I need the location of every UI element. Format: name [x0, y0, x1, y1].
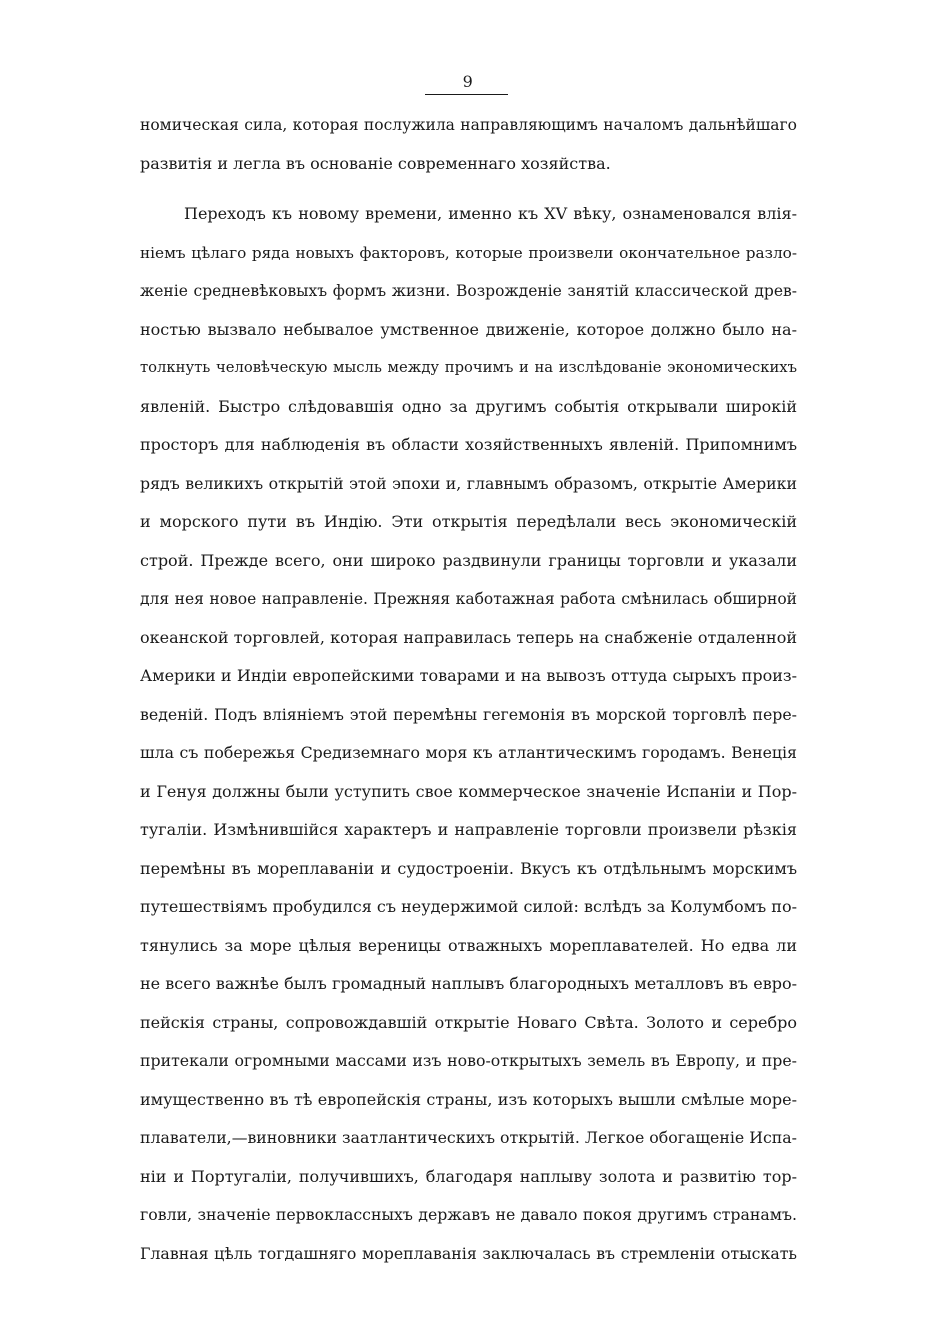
text-line: Америки и Индіи европейскими товарами и на вывозъ оттуда сырыхъ произ-	[140, 666, 797, 685]
text-line: рядъ великихъ открытій этой эпохи и, главнымъ образомъ, открытіе Америки	[140, 473, 797, 493]
text-line: Переходъ къ новому времени, именно къ XV вѣку, ознаменовался влія-	[184, 204, 797, 223]
text-line: шла съ побережья Средиземнаго моря къ атлантическимъ городамъ. Венеція	[140, 743, 797, 762]
text-line: номическая сила, которая послужила направляющимъ началомъ дальнѣйшаго	[140, 116, 797, 134]
paragraph	[140, 106, 797, 183]
text-line: перемѣны въ мореплаваніи и судостроеніи. Вкусъ къ отдѣльнымъ морскимъ	[140, 858, 797, 878]
text-line: просторъ для наблюденія въ области хозяйственныхъ явленій. Припомнимъ	[140, 435, 797, 454]
text-line: и морского пути въ Индію. Эти открытія передѣлали весь экономическій	[140, 512, 797, 531]
text-line: пейскія страны, сопровождавшій открытіе Новаго Свѣта. Золото и серебро	[140, 1012, 797, 1032]
text-line: Главная цѣль тогдашняго мореплаванія заключалась въ стремленіи отыскать	[140, 1243, 797, 1263]
text-line: плаватели,—виновники заатлантическихъ открытій. Легкое обогащеніе Испа-	[140, 1128, 797, 1147]
text-line: строй. Прежде всего, они широко раздвинули границы торговли и указали	[140, 550, 797, 570]
text-line: имущественно въ тѣ европейскія страны, изъ которыхъ вышли смѣлые море-	[140, 1089, 797, 1109]
text-line: развитія и легла въ основаніе современнаго хозяйства.	[140, 153, 611, 173]
paragraph-gap	[140, 183, 797, 195]
text-line: океанской торговлей, которая направилась теперь на снабженіе отдаленной	[140, 627, 797, 647]
text-line: тугаліи. Измѣнившійся характеръ и направленіе торговли произвели рѣзкія	[140, 820, 797, 839]
text-line: ніи и Португаліи, получившихъ, благодаря наплыву золота и развитію тор-	[140, 1166, 797, 1186]
body-text	[140, 106, 797, 1273]
text-line: путешествіямъ пробудился съ неудержимой силой: вслѣдъ за Колумбомъ по-	[140, 897, 797, 916]
text-line: тянулись за море цѣлыя вереницы отважныхъ мореплавателей. Но едва ли	[140, 935, 797, 955]
header-rule	[425, 94, 508, 95]
text-line: ностью вызвало небывалое умственное движеніе, которое должно было на-	[140, 319, 797, 339]
text-line: не всего важнѣе былъ громадный наплывъ благородныхъ металловъ въ евро-	[140, 974, 797, 993]
text-line: веденій. Подъ вліяніемъ этой перемѣны гегемонія въ морской торговлѣ пере-	[140, 704, 797, 724]
text-line: говли, значеніе первоклассныхъ державъ не давало покоя другимъ странамъ.	[140, 1205, 797, 1224]
paragraph	[140, 195, 797, 1273]
text-line: для нея новое направленіе. Прежняя каботажная работа смѣнилась обширной	[140, 590, 797, 608]
text-line: и Генуя должны были уступить свое коммерческое значеніе Испаніи и Пор-	[140, 781, 797, 801]
page-number: 9	[462, 72, 474, 91]
text-line: толкнуть человѣческую мысль между прочимъ и на изслѣдованіе экономическихъ	[140, 359, 797, 376]
text-line: ніемъ цѣлаго ряда новыхъ факторовъ, которые произвели окончательное разло-	[140, 243, 797, 262]
text-line: женіе средневѣковыхъ формъ жизни. Возрожденіе занятій классической древ-	[140, 282, 797, 300]
text-line: явленій. Быстро слѣдовавшія одно за другимъ событія открывали широкій	[140, 396, 797, 416]
text-line: притекали огромными массами изъ ново-открытыхъ земель въ Европу, и пре-	[140, 1051, 797, 1070]
